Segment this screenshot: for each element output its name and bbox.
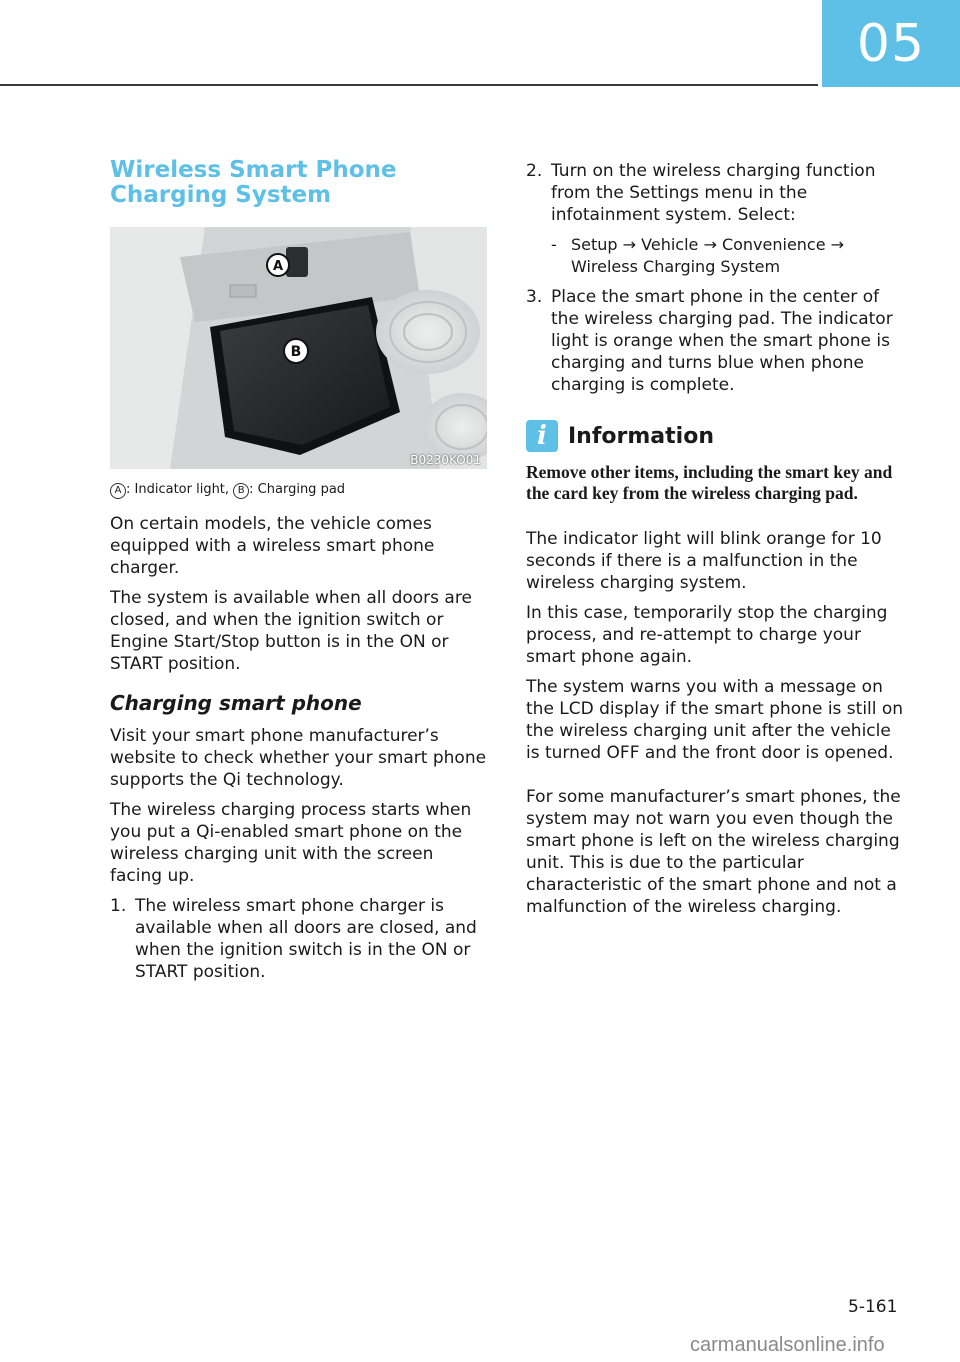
step-text: Turn on the wireless charging function from the Settings menu in the infotainment system. Select:	[551, 161, 876, 225]
paragraph: The system is available when all doors are closed, and when the ignition switch or Engine Start/Stop button is in the ON or START position.	[110, 588, 472, 674]
paragraph: Visit your smart phone manufacturer’s website to check whether your smart phone supports the Qi technology.	[110, 726, 487, 790]
step-item	[110, 895, 490, 983]
charging-pad-illustration	[110, 227, 487, 469]
step-number: 1.	[110, 896, 127, 916]
left-column	[110, 158, 490, 991]
figure-code: B0230KO01	[410, 453, 481, 467]
callout-b-label: B	[290, 344, 302, 360]
info-icon: i	[526, 420, 558, 452]
menu-path-dash: -	[551, 235, 557, 254]
paragraph: For some manufacturer’s smart phones, the system may not warn you even though the smart phone is left on the wireless charging unit. This is due to the particular characteristic of the smart phone and not a malfunction of the wireless charging.	[526, 787, 901, 917]
caption-a-badge: A	[110, 483, 126, 499]
chapter-tab: 05	[822, 0, 960, 87]
charging-pad-figure	[110, 227, 487, 469]
paragraph: The system warns you with a message on the LCD display if the smart phone is still on the wireless charging unit after the vehicle is turned OFF and the front door is opened.	[526, 677, 904, 763]
right-column	[526, 160, 906, 926]
information-title: Information	[568, 423, 714, 449]
step-number: 2.	[526, 161, 543, 181]
page-number: 5-161	[848, 1297, 898, 1317]
section-title: Wireless Smart Phone Charging System	[110, 157, 397, 208]
figure-caption	[110, 481, 490, 499]
watermark: carmanualsonline.info	[690, 1334, 885, 1356]
menu-path	[551, 234, 906, 278]
step-text: The wireless smart phone charger is available when all doors are closed, and when the ignition switch is in the ON or START position.	[135, 896, 477, 982]
step-text: Place the smart phone in the center of the wireless charging pad. The indicator light is orange when the smart phone is charging and turns blue when phone charging is complete.	[551, 287, 893, 395]
information-note: Remove other items, including the smart key and the card key from the wireless charging pad.	[526, 462, 893, 503]
callout-a-label: A	[272, 259, 284, 274]
caption-b-badge: B	[233, 483, 249, 499]
step-number: 3.	[526, 287, 543, 307]
caption-b-text: : Charging pad	[249, 482, 346, 497]
menu-path-text: Setup → Vehicle → Convenience → Wireless Charging System	[571, 235, 845, 276]
paragraph: The indicator light will blink orange for 10 seconds if there is a malfunction in the wireless charging system.	[526, 529, 882, 593]
caption-a-text: : Indicator light,	[126, 482, 234, 497]
information-heading	[526, 420, 906, 452]
subheading: Charging smart phone	[110, 691, 362, 715]
paragraph: The wireless charging process starts when you put a Qi-enabled smart phone on the wireless charging unit with the screen facing up.	[110, 800, 472, 886]
header-rule	[0, 84, 818, 86]
step-item	[526, 160, 906, 226]
paragraph: In this case, temporarily stop the charging process, and re-attempt to charge your smart phone again.	[526, 603, 888, 667]
step-item	[526, 286, 906, 396]
paragraph: On certain models, the vehicle comes equipped with a wireless smart phone charger.	[110, 514, 435, 578]
